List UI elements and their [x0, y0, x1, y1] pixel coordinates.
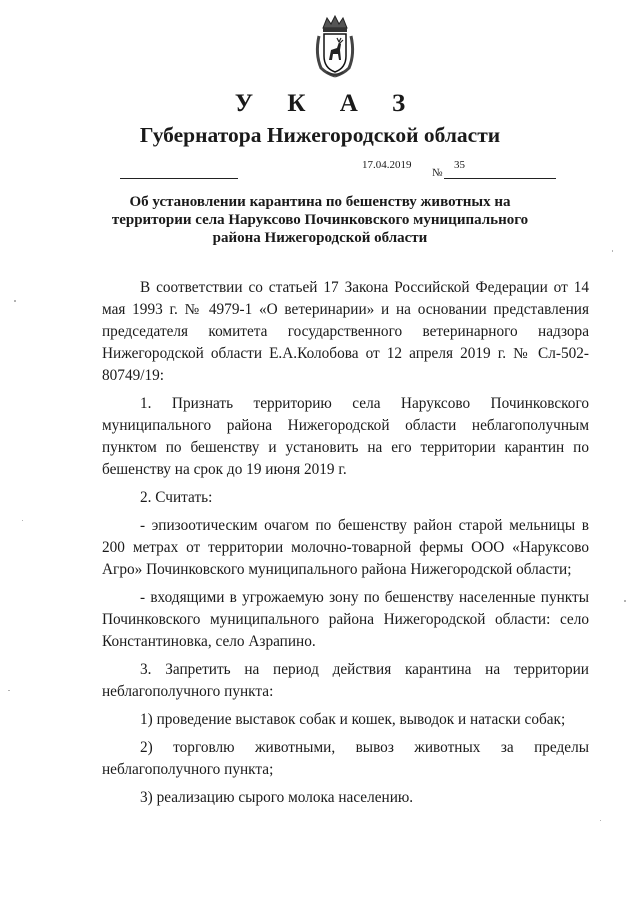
clause-2-item-outbreak: - эпизоотическим очагом по бешенству район старой мельницы в 200 метрах от территории молочно-товарной фермы ООО «Наруксово Агро» Починковского муниципального района Нижегородской области;	[102, 517, 589, 578]
scan-noise	[612, 250, 613, 252]
decree-issuer: Губернатора Нижегородской области	[139, 123, 501, 147]
clause-2: 2. Считать:	[140, 489, 213, 506]
clause-3-item-3: 3) реализацию сырого молока населению.	[140, 789, 414, 806]
scan-noise	[14, 300, 16, 302]
clause-2-item-threat-zone: - входящими в угрожаемую зону по бешенству населенные пункты Починковского муниципального района Нижегородской области: село Константиновка, село Азрапино.	[102, 589, 589, 650]
scan-noise	[22, 520, 23, 521]
number-label: №	[432, 167, 443, 179]
clause-1: 1. Признать территорию села Наруксово Починковского муниципального района Нижегородской области неблагополучным пунктом по бешенству и установить на его территории карантин по бешенству на срок до 19 июня 2019 г.	[102, 395, 589, 478]
clause-3-item-2: 2) торговлю животными, вывоз животных за пределы неблагополучного пункта;	[102, 739, 589, 778]
decree-body	[102, 277, 589, 815]
decree-date: 17.04.2019	[362, 159, 412, 171]
clause-3-item-1: 1) проведение выставок собак и кошек, выводок и натаски собак;	[140, 711, 566, 728]
decree-number: 35	[454, 159, 465, 171]
coat-of-arms-emblem	[313, 14, 357, 78]
scan-noise	[624, 600, 626, 602]
scan-noise	[600, 820, 601, 821]
decree-heading	[100, 193, 540, 247]
heading-line: района Нижегородской области	[212, 230, 428, 246]
clause-3: 3. Запретить на период действия карантина на территории неблагополучного пункта:	[102, 661, 589, 700]
heading-line: территории села Наруксово Починковского муниципального	[111, 212, 529, 228]
scan-noise	[8, 690, 10, 691]
number-line	[444, 178, 556, 179]
heading-line: Об установлении карантина по бешенству животных на	[129, 194, 511, 210]
signature-line	[120, 178, 238, 179]
preamble-paragraph: В соответствии со статьей 17 Закона Российской Федерации от 14 мая 1993 г. № 4979-1 «О ветеринарии» и на основании представления председателя комитета государственного ветеринарного надзора Нижегородской области Е.А.Колобова от 12 апреля 2019 г. № Сл-502-80749/19:	[102, 279, 589, 384]
decree-title: У К А З	[234, 90, 420, 117]
